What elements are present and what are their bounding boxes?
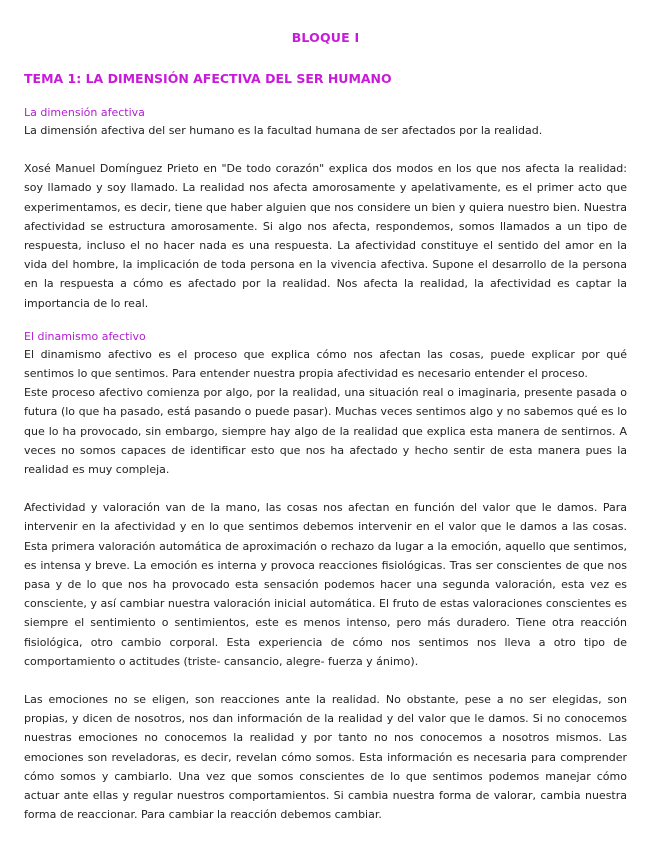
paragraph: Afectividad y valoración van de la mano, las cosas nos afectan en función del valor que le damos. Para intervenir en la afectividad y en lo que sentimos debemos intervenir en el valor que le damos a las cosas. Esta primera valoración automática de aproximación o rechazo da lugar a la emoción, aquello que sentimos, es intensa y breve. La emoción es interna y provoca reacciones fisiológicas. Tras ser conscientes de que nos pasa y de lo que nos ha provocado esta sensación podemos hacer una segunda valoración, esta vez es consciente, y así cambiar nuestra valoración inicial automática. El fruto de estas valoraciones conscientes es siempre el sentimiento o sentimientos, este es menos intenso, pero más duradero. Tiene otra reacción fisiológica, otro cambio corporal. Esta experiencia de cómo nos sentimos nos lleva a otro tipo de comportamiento o actitudes (triste- cansancio, alegre- fuerza y ánimo). (24, 501, 627, 668)
topic-title: TEMA 1: LA DIMENSIÓN AFECTIVA DEL SER HUMANO (24, 71, 392, 86)
paragraph: Este proceso afectivo comienza por algo, por la realidad, una situación real o imaginaria, presente pasada o futura (lo que ha pasado, está pasando o puede pasar). Muchas veces sentimos algo y no sabemos qué es lo que lo ha provocado, sin embargo, siempre hay algo de la realidad que explica esta manera de sentirnos. A veces no somos capaces de identificar esto que nos ha afectado y hecho sentir de esta manera pues la realidad es muy compleja. (24, 386, 627, 477)
section-heading: El dinamismo afectivo (24, 329, 146, 343)
block-title: BLOQUE I (291, 30, 360, 45)
paragraph: Las emociones no se eligen, son reacciones ante la realidad. No obstante, pese a no ser elegidas, son propias, y dicen de nosotros, nos dan información de la realidad y del valor que le damos. Si no conocemos nuestras emociones no conocemos la realidad y por tanto no nos conocemos a nosotros mismos. Las emociones son reveladoras, es decir, revelan cómo somos. Esta información es necesaria para comprender cómo somos y cambiarlo. Una vez que somos conscientes de lo que sentimos podemos manejar cómo actuar ante ellas y regular nuestros comportamientos. Si cambia nuestra forma de valorar, cambia nuestra forma de reaccionar. Para cambiar la reacción debemos cambiar. (24, 693, 627, 822)
section-dinamismo-afectivo (24, 330, 627, 825)
paragraph: El dinamismo afectivo es el proceso que explica cómo nos afectan las cosas, puede explicar por qué sentimos lo que sentimos. Para entender nuestra propia afectividad es necesario entender el proceso. (24, 347, 627, 381)
section-dimension-afectiva (24, 106, 627, 313)
section-heading: La dimensión afectiva (24, 106, 145, 119)
paragraph: La dimensión afectiva del ser humano es la facultad humana de ser afectados por la realidad. (24, 124, 543, 137)
paragraph: Xosé Manuel Domínguez Prieto en "De todo corazón" explica dos modos en los que nos afecta la realidad: soy llamado y soy llamado. La realidad nos afecta amorosamente y apelativamente, es el primer acto que experimentamos, es decir, tiene que haber alguien que nos considere un bien y quiera nuestro bien. Nuestra afectividad se estructura amorosamente. Si algo nos afecta, respondemos, somos llamados a un tipo de respuesta, incluso el no hacer nada es una respuesta. La afectividad constituye el sentido del amor en la vida del hombre, la implicación de toda persona en la vivencia afectiva. Supone el desarrollo de la persona en la respuesta a cómo es afectado por la realidad. Nos afecta la realidad, la afectividad es captar la importancia de lo real. (24, 162, 627, 310)
